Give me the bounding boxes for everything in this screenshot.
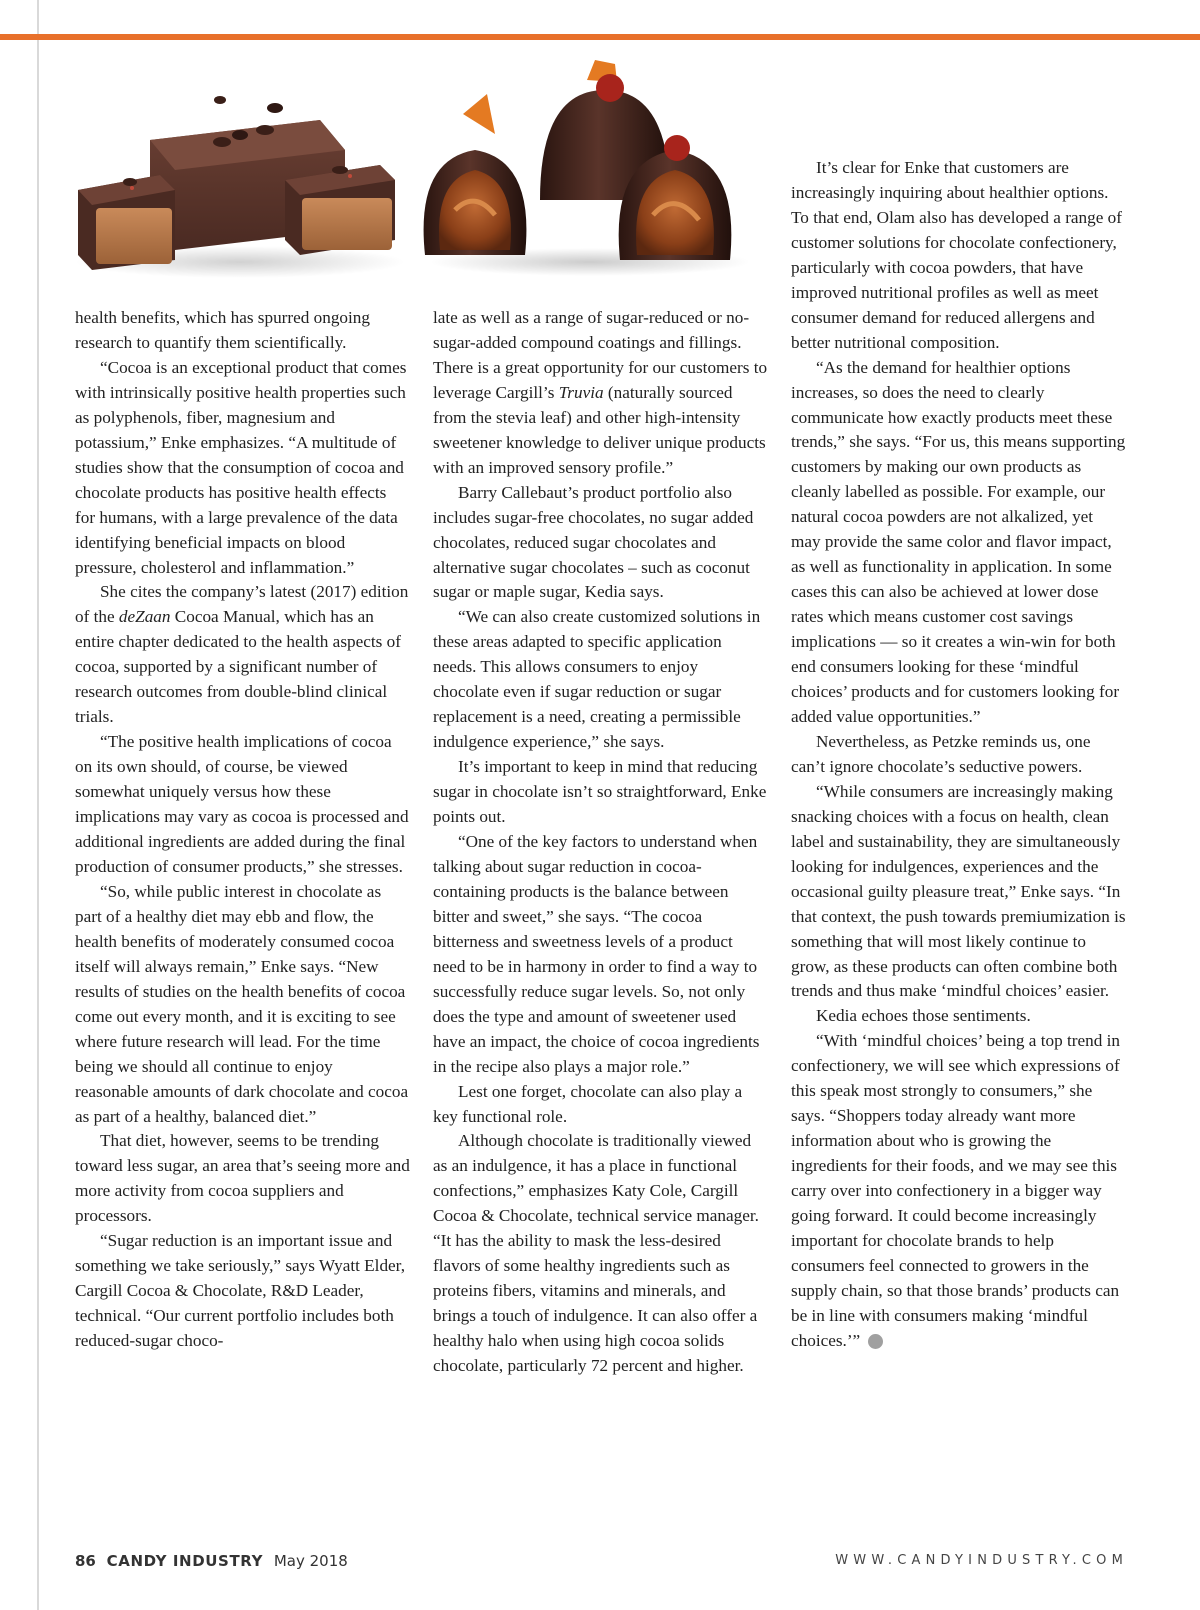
paragraph: “One of the key factors to understand when talking about sugar reduction in cocoa-containing products is the balance between bitter and sweet,” she says. “The cocoa bitterness and sweetness levels of a product need to be in harmony in order to find a way to successfully reduce sugar levels. So, not only does the type and amount of sweetener used have an impact, the choice of cocoa ingredients in the recipe also plays a major role.” [433,832,760,1076]
paragraph: It’s clear for Enke that customers are increasingly inquiring about healthier options. To that end, Olam also has developed a range of customer solutions for chocolate confectionery, particularly with cocoa powders, that have improved nutritional profiles as well as meet consumer demand for reduced allergens and better nutritional composition. [791,158,1122,352]
filled-chocolates-photo [415,50,760,280]
paragraph: She cites the company’s latest (2017) edition of the deZaan Cocoa Manual, which has an entire chapter dedicated to the health aspects of cocoa, supported by a significant number of research outcomes from double-blind clinical trials. [75,582,409,727]
paragraph-text: “With ‘mindful choices’ being a top trend in confectionery, we will see which expressions of this speak most strongly to consumers,” she says. “Shoppers today already want more information about who is growing the ingredients for their foods, and we may see this carry over into confectionery in a bigger way going forward. It could become increasingly important for chocolate brands to help consumers feel connected to growers in the supply chain, so that those brands’ products can be in line with consumers making ‘mindful choices.’” [791,1031,1120,1350]
text-column-3 [791,156,1126,1354]
website-url: WWW.CANDYINDUSTRY.COM [835,1553,1128,1568]
paragraph: health benefits, which has spurred ongoing research to quantify them scientifically. [75,308,370,352]
text-column-1 [75,306,410,1354]
paragraph: “We can also create customized solutions in these areas adapted to specific application needs. This allows consumers to enjoy chocolate even if sugar reduction or sugar replacement is a need, creating a permissible indulgence experience,” she says. [433,607,761,752]
truffles-photo [70,80,410,280]
paragraph: Although chocolate is traditionally viewed as an indulgence, it has a place in functional confections,” emphasizes Katy Cole, Cargill Cocoa & Chocolate, technical service manager. “It has the ability to mask the less-desired flavors of some healthy ingredients such as proteins fibers, vitamins and minerals, and brings a touch of indulgence. It can also offer a healthy halo when using high cocoa solids chocolate, particularly 72 percent and higher. [433,1131,759,1376]
paragraph: late as well as a range of sugar-reduced or no-sugar-added compound coatings and fillings. There is a great opportunity for our customers to leverage Cargill’s Truvia (naturally sourced from the stevia leaf) and other high-intensity sweetener knowledge to deliver unique products with an improved sensory profile.” [433,308,768,477]
paragraph: “Sugar reduction is an important issue and something we take seriously,” says Wyatt Elder, Cargill Cocoa & Chocolate, R&D Leader, technical. “Our current portfolio includes both reduced-sugar choco- [75,1231,406,1351]
text-column-2 [433,306,768,1379]
magazine-name: CANDY INDUSTRY [106,1552,264,1570]
paragraph: Kedia echoes those sentiments. [816,1006,1031,1026]
paragraph: “While consumers are increasingly making snacking choices with a focus on health, clean label and sustainability, they are simultaneously looking for indulgences, experiences and the occasional guilty pleasure treat,” Enke says. “In that context, the push towards premiumization is something that will most likely continue to grow, as these products can often combine both trends and thus make ‘mindful choices’ easier. [791,781,1126,1001]
end-of-article-icon: CI [868,1334,883,1349]
paragraph: “The positive health implications of cocoa on its own should, of course, be viewed somewhat uniquely versus how these implications may vary as cocoa is processed and additional ingredients are added during the final production of consumer products,” she stresses. [75,732,409,876]
issue-date: May 2018 [273,1552,348,1570]
paragraph: That diet, however, seems to be trending toward less sugar, an area that’s seeing more and more activity from cocoa suppliers and processors. [75,1131,410,1226]
header-accent-bar [0,34,1200,40]
paragraph: Nevertheless, as Petzke reminds us, one can’t ignore chocolate’s seductive powers. [791,731,1091,776]
page-footer [75,1552,348,1570]
paragraph: Barry Callebaut’s product portfolio also includes sugar-free chocolates, no sugar added chocolates, reduced sugar chocolates and alternative sugar chocolates – such as coconut sugar or maple sugar, Kedia says. [433,482,754,602]
page-number: 86 [75,1552,96,1570]
paragraph: “Cocoa is an exceptional product that comes with intrinsically positive health properties such as polyphenols, fiber, magnesium and potassium,” Enke emphasizes. “A multitude of studies show that the consumption of cocoa and chocolate products has positive health effects for humans, with a large prevalence of the data identifying beneficial impacts on blood pressure, cholesterol and inflammation.” [75,357,407,577]
paragraph: “So, while public interest in chocolate as part of a healthy diet may ebb and flow, the health benefits of moderately consumed cocoa itself will always remain,” Enke says. “New results of studies on the health benefits of cocoa come out every month, and it is exciting to see where future research will lead. For the time being we should all continue to enjoy reasonable amounts of dark chocolate and cocoa as part of a healthy, balanced diet.” [75,881,409,1126]
paragraph: Lest one forget, chocolate can also play a key functional role. [433,1081,743,1126]
paragraph: It’s important to keep in mind that reducing sugar in chocolate isn’t so straightforward, Enke points out. [433,757,767,827]
paragraph: “As the demand for healthier options increases, so does the need to clearly communicate how exactly products meet these trends,” she says. “For us, this means supporting customers by making our own products as cleanly labelled as possible. For example, our natural cocoa powders are not alkalized, yet may provide the same color and flavor impact, as well as functionality in application. In some cases this can also be achieved at lower dose rates which means customer cost savings implications — so it creates a win-win for both end consumers looking for these ‘mindful choices’ products and for customers looking for added value opportunities.” [791,357,1126,726]
page-margin-rule [37,0,39,1610]
last-paragraph [791,1029,1126,1353]
